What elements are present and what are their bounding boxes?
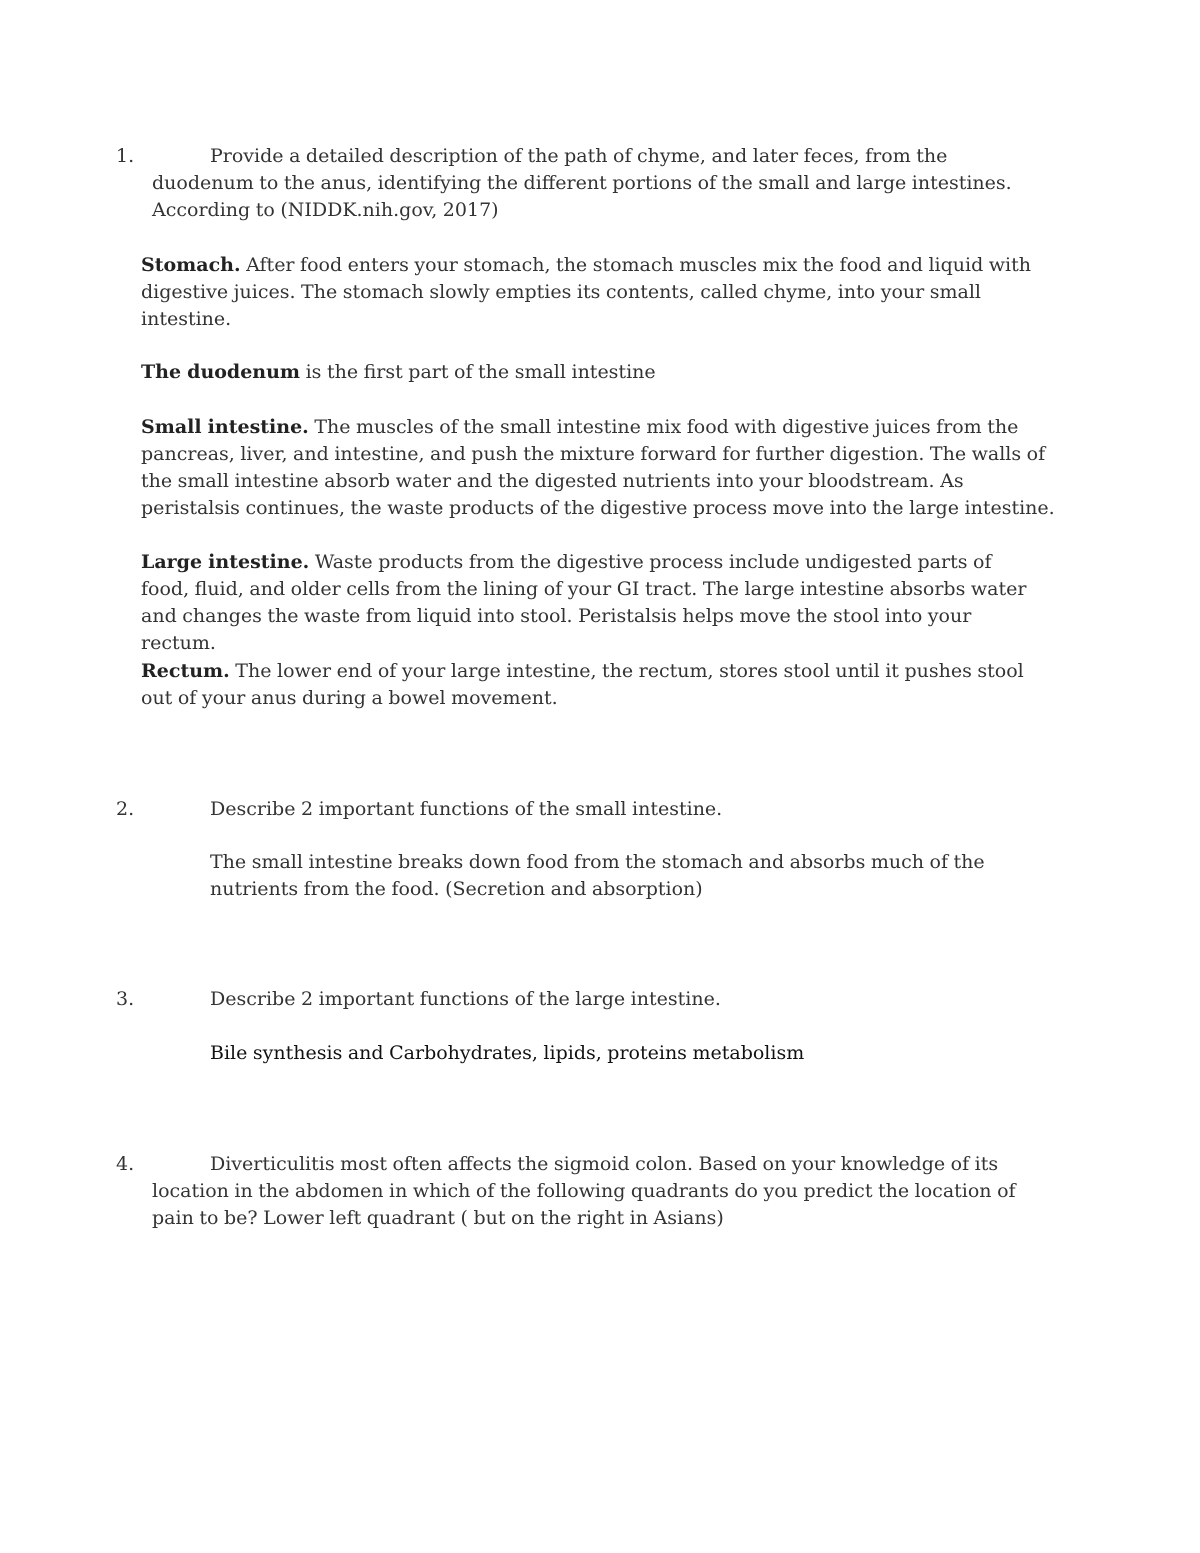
question-1-text [152, 143, 1052, 224]
answer-stomach-text: After food enters your stomach, the stomach muscles mix the food and liquid with digestive juices. The stomach slowly empties its contents, called chyme, into your small intestine. [141, 254, 1031, 330]
answer-small-intestine-text: The muscles of the small intestine mix food with digestive juices from the pancreas, liver, and intestine, and push the mixture forward for further digestion. The walls of the small intestine absorb water and the digested nutrients into your bloodstream. As peristalsis continues, the waste products of the digestive process move into the large intestine. [141, 416, 1055, 519]
question-4-text: Diverticulitis most often affects the sigmoid colon. Based on your knowledge of its location in the abdomen in which of the following quadrants do you predict the location of pain to be? Lower left quadrant ( but on the right in Asians) [152, 1153, 1016, 1229]
question-2-text: Describe 2 important functions of the small intestine. [210, 798, 723, 820]
answer-stomach [141, 252, 1031, 333]
answer-duodenum-term: The duodenum [141, 361, 301, 383]
question-3-number: 3. [116, 988, 135, 1010]
answer-stomach-term: Stomach. [141, 254, 241, 276]
question-1-prompt: Provide a detailed description of the path of chyme, and later feces, from the duodenum to the anus, identifying the different portions of the small and large intestines. According to (NIDDK.nih.gov, 2017) [152, 145, 1012, 221]
answer-duodenum-text: is the first part of the small intestine [300, 361, 656, 383]
answer-small-intestine [141, 414, 1066, 522]
question-2-answer: The small intestine breaks down food from the stomach and absorbs much of the nutrients from the food. (Secretion and absorption) [210, 851, 985, 900]
answer-large-intestine-text: Waste products from the digestive process include undigested parts of food, fluid, and older cells from the lining of your GI tract. The large intestine absorbs water and changes the waste from liquid into stool. Peristalsis helps move the stool into your rectum. [141, 551, 1027, 654]
question-3-text: Describe 2 important functions of the large intestine. [210, 988, 721, 1010]
question-3-answer: Bile synthesis and Carbohydrates, lipids, proteins metabolism [210, 1042, 805, 1064]
answer-duodenum [141, 359, 1041, 386]
question-2-number: 2. [116, 798, 135, 820]
question-4-number: 4. [116, 1153, 135, 1175]
answer-large-intestine-term: Large intestine. [141, 551, 310, 573]
answer-rectum-term: Rectum. [141, 660, 230, 682]
answer-rectum-text: The lower end of your large intestine, the rectum, stores stool until it pushes stool out of your anus during a bowel movement. [141, 660, 1024, 709]
answer-small-intestine-term: Small intestine. [141, 416, 309, 438]
question-1-number: 1. [116, 145, 135, 167]
answer-large-intestine [141, 549, 1041, 657]
answer-rectum [141, 658, 1051, 712]
